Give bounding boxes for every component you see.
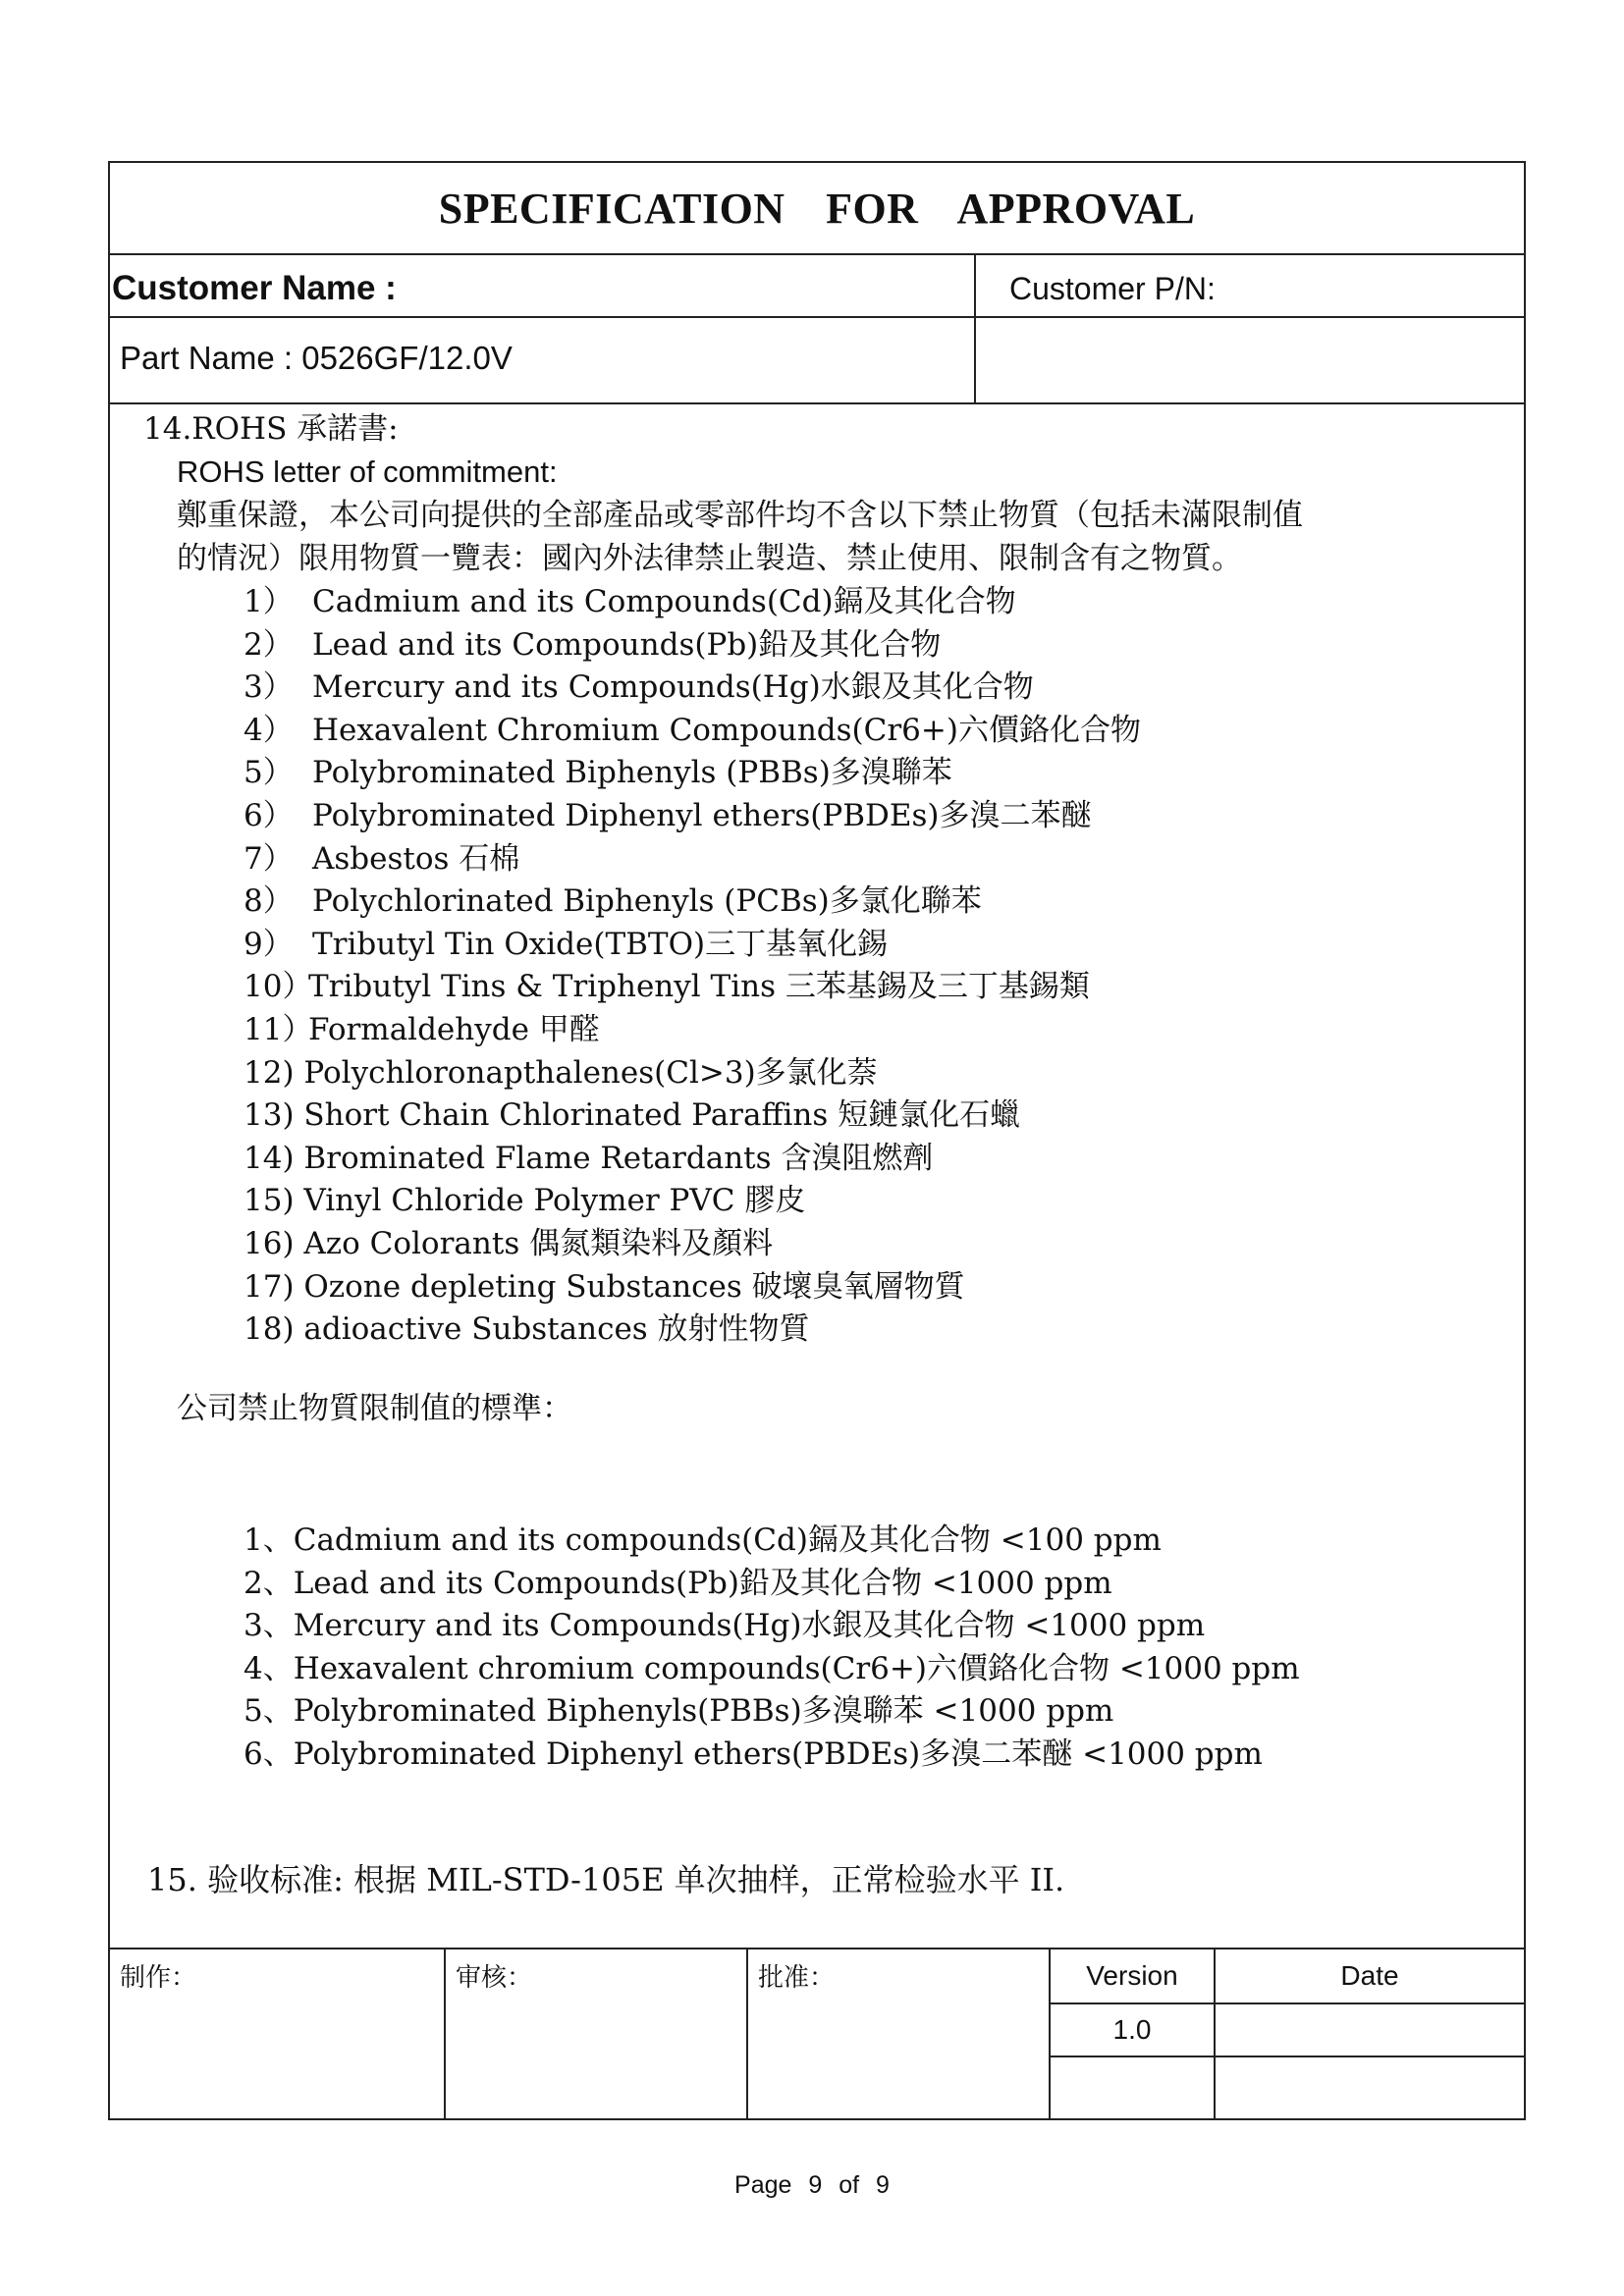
substance-item: [244, 1054, 878, 1092]
spec-frame: [108, 161, 1526, 2120]
substance-text: Mercury and its Compounds(Hg)水銀及其化合物: [312, 669, 1034, 706]
substance-item: [244, 968, 1090, 1005]
limit-item: 6、Polybrominated Diphenyl ethers(PBDEs)多溴二苯醚 <1000 ppm: [244, 1736, 1263, 1772]
substance-text: 16) Azo Colorants 偶氮類染料及顏料: [244, 1226, 774, 1261]
version-header: Version: [1051, 1949, 1214, 2004]
limit-item: 2、Lead and its Compounds(Pb)鉛及其化合物 <1000 ppm: [244, 1565, 1112, 1601]
substance-item: [244, 926, 888, 963]
substance-item: [244, 754, 952, 791]
substance-text: Tributyl Tins & Triphenyl Tins 三苯基錫及三丁基錫類: [308, 969, 1090, 1005]
substance-item: [244, 1096, 1020, 1134]
substance-number: 4）: [244, 712, 294, 748]
substance-text: Polychlorinated Biphenyls (PCBs)多氯化聯苯: [312, 883, 982, 920]
substance-text: Polybrominated Biphenyls (PBBs)多溴聯苯: [312, 755, 952, 791]
signoff-table: [110, 1948, 1524, 2120]
limits-heading: 公司禁止物質限制值的標準：: [177, 1391, 572, 1426]
date-column: [1216, 1949, 1524, 2120]
section-14-subheading: ROHS letter of commitment:: [177, 454, 558, 489]
made-cell: [110, 1949, 446, 2120]
substance-item: [244, 1225, 773, 1262]
substance-number: 11）: [244, 1012, 313, 1047]
document-title: SPECIFICATION FOR APPROVAL: [438, 184, 1196, 233]
substance-item: [244, 882, 982, 920]
substance-number: 10）: [244, 969, 313, 1005]
header-divider: [974, 255, 976, 404]
part-row: [110, 318, 1524, 404]
substance-text: Cadmium and its Compounds(Cd)鎘及其化合物: [312, 584, 1016, 619]
substance-text: 17) Ozone depleting Substances 破壞臭氧層物質: [244, 1268, 965, 1305]
section-15-text: 15. 验收标准: 根据 MIL-STD-105E 单次抽样，正常检验水平 II.: [147, 1861, 1065, 1898]
date-header: Date: [1216, 1949, 1524, 2004]
substance-text: 15) Vinyl Chloride Polymer PVC 膠皮: [244, 1183, 806, 1219]
substance-text: 18) adioactive Substances 放射性物質: [244, 1311, 810, 1348]
version-value: 1.0: [1051, 2004, 1214, 2057]
substance-item: [244, 1268, 965, 1306]
substance-item: [244, 1011, 600, 1048]
substance-text: Lead and its Compounds(Pb)鉛及其化合物: [312, 626, 942, 663]
substance-item: [244, 1310, 810, 1348]
substance-number: 6）: [244, 798, 294, 833]
substance-item: [244, 668, 1034, 706]
substance-number: 3）: [244, 669, 294, 706]
substance-text: Tributyl Tin Oxide(TBTO)三丁基氧化錫: [312, 926, 889, 962]
version-column: [1051, 1949, 1216, 2120]
substance-text: 13) Short Chain Chlorinated Paraffins 短鏈氯化石蠟: [244, 1097, 1021, 1134]
substance-text: Asbestos 石棉: [312, 840, 520, 877]
limit-item: 5、Polybrominated Biphenyls(PBBs)多溴聯苯 <1000 ppm: [244, 1693, 1114, 1730]
substance-text: Polybrominated Diphenyl ethers(PBDEs)多溴二苯醚: [312, 798, 1092, 833]
substance-text: Hexavalent Chromium Compounds(Cr6+)六價鉻化合物: [312, 712, 1141, 748]
substance-number: 5）: [244, 755, 294, 791]
substance-text: 12) Polychloronapthalenes(Cl>3)多氯化萘: [244, 1054, 878, 1091]
substance-item: [244, 1140, 933, 1177]
made-label: 制作：: [120, 1963, 197, 1993]
approve-cell: [748, 1949, 1051, 2120]
substance-number: 1）: [244, 584, 294, 619]
substance-number: 7）: [244, 840, 294, 877]
title-row: [110, 163, 1524, 255]
limit-item: 1、Cadmium and its compounds(Cd)鎘及其化合物 <100 ppm: [244, 1522, 1162, 1558]
approve-label: 批准：: [758, 1963, 836, 1993]
customer-row: [110, 255, 1524, 318]
limit-item: 4、Hexavalent chromium compounds(Cr6+)六價鉻化合物 <1000 ppm: [244, 1650, 1300, 1686]
substance-number: 8）: [244, 883, 294, 920]
section-14-heading: 14.ROHS 承諾書:: [143, 411, 399, 447]
review-cell: [446, 1949, 748, 2120]
substance-item: [244, 626, 941, 664]
substance-item: [244, 797, 1092, 834]
customer-pn-label: Customer P/N:: [1009, 271, 1216, 306]
review-label: 审核：: [456, 1963, 533, 1993]
part-name: Part Name : 0526GF/12.0V: [120, 340, 513, 376]
customer-name-label: Customer Name :: [112, 269, 397, 307]
page-footer: Page 9 of 9: [734, 2171, 890, 2199]
substance-number: 9）: [244, 926, 294, 962]
substance-item: [244, 840, 519, 878]
substance-item: [244, 1182, 805, 1219]
substance-item: [244, 712, 1141, 749]
substance-item: [244, 583, 1016, 620]
statement-line-2: 的情況）限用物質一覽表：國內外法律禁止製造、禁止使用、限制含有之物質。: [177, 541, 1242, 576]
limit-item: 3、Mercury and its Compounds(Hg)水銀及其化合物 <1000 ppm: [244, 1608, 1206, 1644]
statement-line-1: 鄭重保證，本公司向提供的全部產品或零部件均不含以下禁止物質（包括未滿限制值: [177, 498, 1303, 533]
substance-text: 14) Brominated Flame Retardants 含溴阻燃劑: [244, 1140, 934, 1176]
substance-number: 2）: [244, 626, 294, 663]
substance-text: Formaldehyde 甲醛: [308, 1012, 600, 1047]
date-value: [1216, 2004, 1524, 2057]
